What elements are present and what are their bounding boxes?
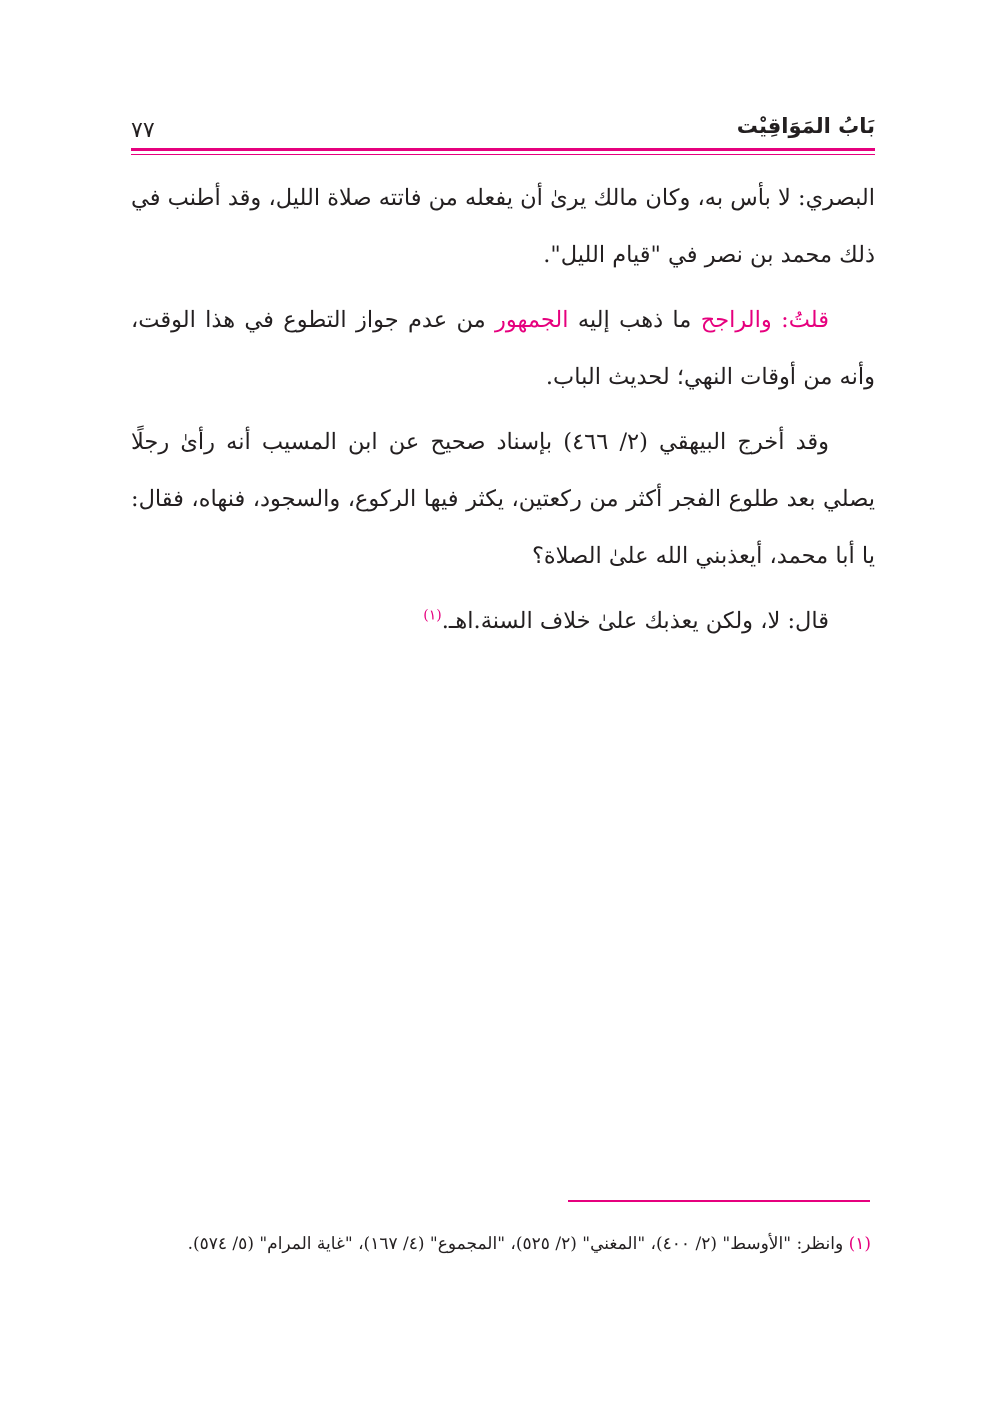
page-number: ٧٧ (131, 118, 155, 143)
header-rule-thick (131, 148, 875, 151)
footnote-reference[interactable]: (١) (423, 607, 442, 624)
header-rule-thin (131, 154, 875, 155)
jumhur-term: الجمهور (495, 307, 569, 333)
paragraph-2 (131, 292, 875, 406)
main-text (131, 170, 875, 658)
paragraph-2-rest: من عدم جواز التطوع في هذا الوقت، وأنه من أوقات النهي؛ لحديث الباب. (131, 307, 875, 390)
footnotes (131, 1226, 871, 1262)
paragraph-1: البصري: لا بأس به، وكان مالك يرىٰ أن يفعله من فاتته صلاة الليل، وقد أطنب في ذلك محمد بن نصر في "قيام الليل". (131, 185, 875, 268)
paragraph-4-text: قال: لا، ولكن يعذبك علىٰ خلاف السنة.اهـ. (441, 608, 829, 634)
paragraph-4 (131, 593, 875, 650)
paragraph-3: وقد أخرج البيهقي (٢/ ٤٦٦) بإسناد صحيح عن ابن المسيب أنه رأىٰ رجلًا يصلي بعد طلوع الفجر أكثر من ركعتين، يكثر فيها الركوع، والسجود، فنهاه، فقال: يا أبا محمد، أيعذبني الله علىٰ الصلاة؟ (131, 429, 875, 569)
footnote-text: وانظر: "الأوسط" (٢/ ٤٠٠)، "المغني" (٢/ ٥٢٥)، "المجموع" (٤/ ١٦٧)، "غاية المرام" (٥/ ٥٧٤). (187, 1234, 849, 1254)
qultu-label: قلتُ: (781, 307, 829, 333)
footnote-number: (١) (848, 1234, 871, 1254)
paragraph-2-mid: ما ذهب إليه (568, 307, 701, 333)
footnote-item (131, 1226, 871, 1262)
running-header (131, 112, 875, 148)
footnote-divider (568, 1200, 870, 1202)
chapter-title: بَابُ المَوَاقِيْت (736, 114, 875, 138)
rajih-term: والراجح (700, 307, 772, 333)
